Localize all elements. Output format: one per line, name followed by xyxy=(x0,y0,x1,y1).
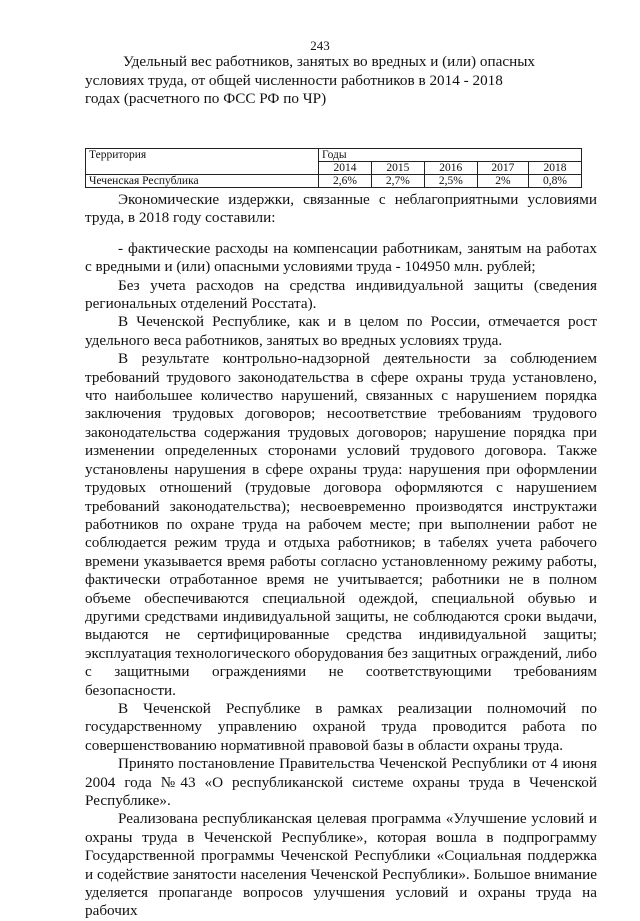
year-cell: 2017 xyxy=(477,162,528,175)
value-cell: 2,5% xyxy=(424,175,477,188)
value-cell: 0,8% xyxy=(529,175,582,188)
year-cell: 2014 xyxy=(319,162,372,175)
page-number: 243 xyxy=(310,38,330,53)
year-cell: 2018 xyxy=(529,162,582,175)
table-header-row xyxy=(86,149,582,162)
table-title-line-1: Удельный вес работников, занятых во вредных и (или) опасных xyxy=(123,53,536,70)
paragraph: В Чеченской Республике, как и в целом по России, отмечается рост удельного веса работников, занятых во вредных условиях труда. xyxy=(85,313,597,349)
header-years: Годы xyxy=(319,149,582,162)
paragraph: - фактические расходы на компенсации работникам, занятым на работах с вредными и (или) опасными условиями труда - 104950 млн. рублей; xyxy=(85,239,597,276)
header-territory: Территория xyxy=(86,149,319,175)
paragraph: Экономические издержки, связанные с неблагоприятными условиями труда, в 2018 году составили: xyxy=(85,191,597,227)
value-cell: 2,6% xyxy=(319,175,372,188)
table-title xyxy=(85,53,575,109)
row-label: Чеченская Республика xyxy=(86,175,319,188)
table-title-line-3: годах (расчетного по ФСС РФ по ЧР) xyxy=(85,90,327,107)
paragraph: Без учета расходов на средства индивидуальной защиты (сведения региональных отделений Росстата). xyxy=(85,276,597,313)
paragraph: В результате контрольно-надзорной деятельности за соблюдением требований трудового законодательства в сфере охраны труда установлено, что наибольшее количество нарушений, связанных с нарушением порядка заключения трудовых договоров; несоответствие требованиям трудового законодательства содержания трудовых договоров; нарушение порядка при изменении определенных сторонами условий трудового договора. Также установлены нарушения в сфере охраны труда: нарушения при оформлении трудовых отношений (трудовые договора оформляются с нарушением требований законодательства); несвоевременно производятся инструктажи работников по охране труда на рабочем месте; при выполнении работ не соблюдается режим труда и отдыха работников; в табелях учета рабочего времени указывается время работы согласно установленному режиму работы, фактически отработанное время не учитывается; работники не в полном объеме обеспечиваются специальной одеждой, специальной обувью и другими средствами индивидуальной защиты, не соблюдаются сроки выдачи, выдаются не сертифицированные средства индивидуальной защиты; эксплуатация технологического оборудования без защитных ограждений, либо с защитными ограждениями не соответствующими требованиям безопасности. xyxy=(85,350,597,699)
year-cell: 2015 xyxy=(371,162,424,175)
statistics-table xyxy=(85,148,582,188)
paragraph: В Чеченской Республике в рамках реализации полномочий по государственному управлению охраной труда проводится работа по совершенствованию нормативной правовой базы в области охраны труда. xyxy=(85,699,597,754)
paragraph: Принято постановление Правительства Чеченской Республики от 4 июня 2004 года №43 «О республиканской системе охраны труда в Чеченской Республике». xyxy=(85,755,597,809)
year-cell: 2016 xyxy=(424,162,477,175)
document-body xyxy=(85,191,597,921)
value-cell: 2% xyxy=(477,175,528,188)
table-row xyxy=(86,175,582,188)
value-cell: 2,7% xyxy=(371,175,424,188)
paragraph: Реализована республиканская целевая программа «Улучшение условий и охраны труда в Чеченской Республике», которая вошла в подпрограмму Государственной программы Чеченской Республики «Социальная поддержка и содействие занятости населения Чеченской Республики». Большое внимание уделяется пропаганде вопросов улучшения условий и охраны труда на рабочих xyxy=(85,810,597,920)
table-title-line-2: условиях труда, от общей численности работников в 2014 - 2018 xyxy=(85,71,503,89)
